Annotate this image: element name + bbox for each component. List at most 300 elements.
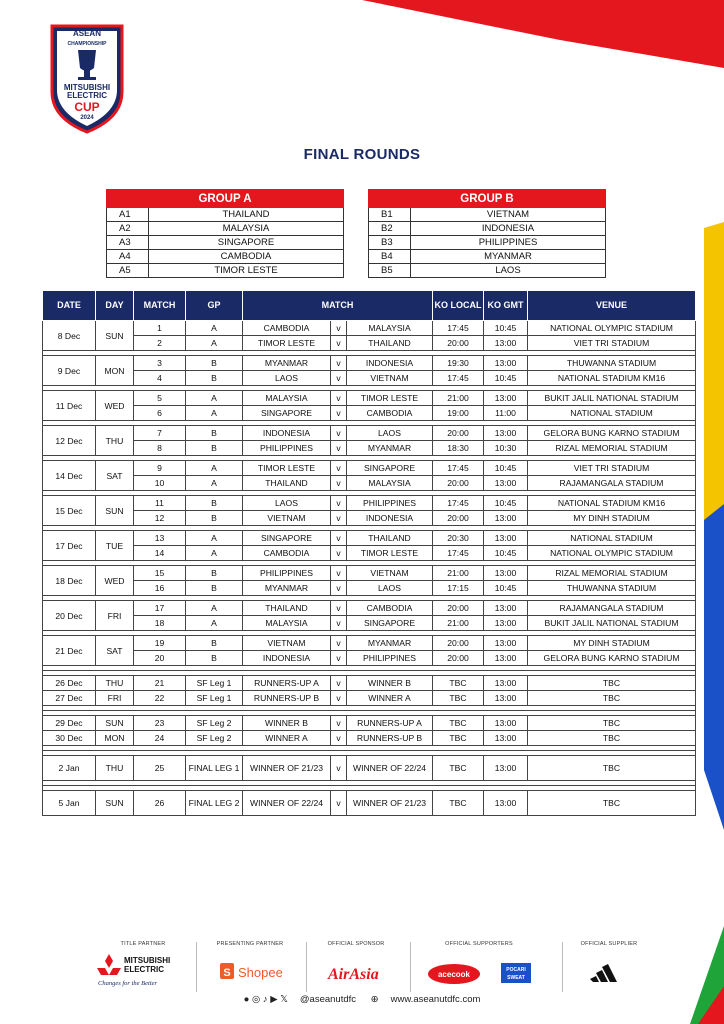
away-team: INDONESIA [347,356,433,371]
vs: v [331,336,347,351]
svg-text:CHAMPIONSHIP: CHAMPIONSHIP [67,41,107,47]
vs: v [331,476,347,491]
group-team: CAMBODIA [149,250,344,264]
venue: THUWANNA STADIUM [528,581,696,596]
match-date: 14 Dec [43,461,96,491]
table-row [43,636,696,651]
match-gp: B [186,581,243,596]
svg-text:2024: 2024 [80,115,94,121]
ko-gmt: 13:00 [484,616,528,631]
away-team: PHILIPPINES [347,651,433,666]
ko-local: TBC [433,676,484,691]
svg-text:ELECTRIC: ELECTRIC [124,965,164,974]
home-team: WINNER A [243,731,331,746]
group-code: A2 [107,222,149,236]
table-row [43,371,696,386]
match-gp: SF Leg 2 [186,731,243,746]
header-match-no: MATCH [134,291,186,321]
venue: TBC [528,756,696,781]
match-no: 6 [134,406,186,421]
away-team: LAOS [347,426,433,441]
table-row [43,511,696,526]
ko-gmt: 10:45 [484,496,528,511]
match-gp: A [186,531,243,546]
home-team: INDONESIA [243,651,331,666]
match-date: 2 Jan [43,756,96,781]
away-team: SINGAPORE [347,616,433,631]
home-team: SINGAPORE [243,531,331,546]
table-row [43,691,696,706]
group-row [107,250,344,264]
header-gp: GP [186,291,243,321]
match-date: 5 Jan [43,791,96,816]
ko-gmt: 13:00 [484,691,528,706]
ko-local: 20:00 [433,476,484,491]
group-row [369,208,606,222]
acecook-logo [426,960,482,986]
away-team: INDONESIA [347,511,433,526]
ko-local: TBC [433,791,484,816]
table-row [43,336,696,351]
group-row [107,264,344,278]
group-team: SINGAPORE [149,236,344,250]
match-gp: B [186,441,243,456]
label-presenting-partner: PRESENTING PARTNER [216,941,284,947]
away-team: MYANMAR [347,441,433,456]
match-no: 16 [134,581,186,596]
ko-local: 17:45 [433,461,484,476]
away-team: MYANMAR [347,636,433,651]
ko-local: TBC [433,716,484,731]
venue: RIZAL MEMORIAL STADIUM [528,441,696,456]
match-date: 30 Dec [43,731,96,746]
ko-local: 20:30 [433,531,484,546]
home-team: VIETNAM [243,636,331,651]
header-ko-gmt: KO GMT [484,291,528,321]
ko-local: 20:00 [433,336,484,351]
venue: NATIONAL OLYMPIC STADIUM [528,546,696,561]
match-no: 25 [134,756,186,781]
away-team: WINNER OF 22/24 [347,756,433,781]
home-team: RUNNERS-UP A [243,676,331,691]
group-row [369,236,606,250]
venue: NATIONAL STADIUM [528,531,696,546]
match-gp: B [186,496,243,511]
vs: v [331,756,347,781]
vs: v [331,791,347,816]
vs: v [331,716,347,731]
away-team: MALAYSIA [347,476,433,491]
svg-text:Changes for the Better: Changes for the Better [98,980,158,987]
ko-local: 18:30 [433,441,484,456]
ko-gmt: 13:00 [484,426,528,441]
group-code: B4 [369,250,411,264]
social-icons: ● ◎ ♪ ▶ 𝕏 [243,994,288,1005]
ko-local: 19:30 [433,356,484,371]
away-team: CAMBODIA [347,406,433,421]
home-team: LAOS [243,496,331,511]
ko-local: 20:00 [433,636,484,651]
away-team: THAILAND [347,336,433,351]
away-team: TIMOR LESTE [347,391,433,406]
table-row [43,756,696,781]
group-code: A4 [107,250,149,264]
venue: NATIONAL OLYMPIC STADIUM [528,321,696,336]
ko-gmt: 11:00 [484,406,528,421]
table-row [43,731,696,746]
match-day: SUN [96,791,134,816]
away-team: PHILIPPINES [347,496,433,511]
venue: TBC [528,676,696,691]
home-team: RUNNERS-UP B [243,691,331,706]
table-row [43,406,696,421]
ko-gmt: 13:00 [484,636,528,651]
away-team: VIETNAM [347,371,433,386]
mitsubishi-electric-logo [96,952,182,990]
match-day: SUN [96,496,134,526]
ko-local: 21:00 [433,391,484,406]
group-team: INDONESIA [411,222,606,236]
match-gp: A [186,321,243,336]
match-no: 22 [134,691,186,706]
table-row [43,356,696,371]
svg-text:MITSUBISHI: MITSUBISHI [63,83,111,92]
table-row [43,461,696,476]
venue: GELORA BUNG KARNO STADIUM [528,426,696,441]
ko-gmt: 13:00 [484,756,528,781]
header-date: DATE [43,291,96,321]
svg-text:acecook: acecook [437,970,471,979]
home-team: TIMOR LESTE [243,336,331,351]
match-gp: A [186,616,243,631]
match-no: 17 [134,601,186,616]
ko-local: 17:45 [433,371,484,386]
ko-local: TBC [433,691,484,706]
home-team: LAOS [243,371,331,386]
group-team: PHILIPPINES [411,236,606,250]
match-gp: B [186,636,243,651]
away-team: VIETNAM [347,566,433,581]
match-no: 24 [134,731,186,746]
header-fixture: MATCH [243,291,433,321]
adidas-logo [590,962,624,984]
match-no: 2 [134,336,186,351]
svg-text:MITSUBISHI: MITSUBISHI [124,956,171,965]
vs: v [331,531,347,546]
table-row [43,531,696,546]
match-gp: A [186,391,243,406]
vs: v [331,371,347,386]
venue: TBC [528,731,696,746]
away-team: THAILAND [347,531,433,546]
match-gp: B [186,566,243,581]
table-row [43,651,696,666]
ko-gmt: 13:00 [484,716,528,731]
ko-gmt: 13:00 [484,391,528,406]
match-no: 20 [134,651,186,666]
venue: BUKIT JALIL NATIONAL STADIUM [528,616,696,631]
table-row [43,426,696,441]
match-date: 8 Dec [43,321,96,351]
match-no: 9 [134,461,186,476]
match-date: 21 Dec [43,636,96,666]
venue: TBC [528,716,696,731]
group-code: B5 [369,264,411,278]
home-team: THAILAND [243,601,331,616]
match-gp: B [186,651,243,666]
group-code: B3 [369,236,411,250]
match-no: 1 [134,321,186,336]
vs: v [331,691,347,706]
match-no: 13 [134,531,186,546]
match-no: 11 [134,496,186,511]
match-no: 8 [134,441,186,456]
group-a-title: GROUP A [107,190,344,208]
match-gp: A [186,476,243,491]
group-b-title: GROUP B [369,190,606,208]
table-row [43,391,696,406]
label-official-supplier: OFFICIAL SUPPLIER [580,941,638,947]
ko-gmt: 10:45 [484,461,528,476]
match-no: 7 [134,426,186,441]
group-code: A5 [107,264,149,278]
vs: v [331,651,347,666]
match-day: THU [96,676,134,691]
svg-text:ASEAN: ASEAN [72,29,102,38]
ko-gmt: 13:00 [484,356,528,371]
home-team: SINGAPORE [243,406,331,421]
home-team: PHILIPPINES [243,441,331,456]
ko-local: 17:45 [433,496,484,511]
divider [306,942,307,992]
match-day: SUN [96,716,134,731]
venue: TBC [528,791,696,816]
match-no: 12 [134,511,186,526]
vs: v [331,601,347,616]
ko-gmt: 13:00 [484,651,528,666]
venue: RIZAL MEMORIAL STADIUM [528,566,696,581]
away-team: WINNER A [347,691,433,706]
ko-local: 20:00 [433,511,484,526]
header-day: DAY [96,291,134,321]
match-day: WED [96,566,134,596]
venue: VIET TRI STADIUM [528,336,696,351]
home-team: WINNER OF 21/23 [243,756,331,781]
match-gp: B [186,356,243,371]
ko-gmt: 13:00 [484,676,528,691]
away-team: WINNER OF 21/23 [347,791,433,816]
match-no: 19 [134,636,186,651]
group-team: VIETNAM [411,208,606,222]
vs: v [331,426,347,441]
group-team: LAOS [411,264,606,278]
website-link[interactable]: www.aseanutdfc.com [390,994,481,1005]
match-date: 26 Dec [43,676,96,691]
globe-icon: ⊕ [370,994,379,1005]
match-day: MON [96,731,134,746]
svg-text:Shopee: Shopee [238,965,283,980]
venue: NATIONAL STADIUM KM16 [528,496,696,511]
svg-text:SWEAT: SWEAT [507,975,525,981]
match-date: 29 Dec [43,716,96,731]
match-date: 27 Dec [43,691,96,706]
home-team: WINNER OF 22/24 [243,791,331,816]
asean-cup-logo [48,22,126,134]
venue: GELORA BUNG KARNO STADIUM [528,651,696,666]
table-row [43,566,696,581]
match-no: 5 [134,391,186,406]
vs: v [331,566,347,581]
match-gp: FINAL LEG 2 [186,791,243,816]
match-day: MON [96,356,134,386]
match-date: 20 Dec [43,601,96,631]
group-code: B2 [369,222,411,236]
ko-gmt: 10:45 [484,581,528,596]
vs: v [331,461,347,476]
header-venue: VENUE [528,291,696,321]
table-row [43,581,696,596]
ko-local: TBC [433,731,484,746]
away-team: RUNNERS-UP B [347,731,433,746]
divider [196,942,197,992]
match-no: 15 [134,566,186,581]
ko-gmt: 13:00 [484,791,528,816]
ko-gmt: 13:00 [484,531,528,546]
match-no: 26 [134,791,186,816]
footer [0,994,724,1005]
match-gp: B [186,511,243,526]
ko-gmt: 10:45 [484,321,528,336]
table-row [43,546,696,561]
match-date: 11 Dec [43,391,96,421]
home-team: MALAYSIA [243,616,331,631]
away-team: SINGAPORE [347,461,433,476]
divider [410,942,411,992]
venue: BUKIT JALIL NATIONAL STADIUM [528,391,696,406]
match-gp: A [186,601,243,616]
match-no: 4 [134,371,186,386]
ko-local: 20:00 [433,426,484,441]
group-row [369,250,606,264]
ko-gmt: 10:45 [484,371,528,386]
home-team: MALAYSIA [243,391,331,406]
vs: v [331,616,347,631]
shopee-logo [218,960,288,984]
match-day: SAT [96,461,134,491]
svg-text:ELECTRIC: ELECTRIC [67,91,107,100]
match-day: THU [96,426,134,456]
group-row [369,222,606,236]
home-team: THAILAND [243,476,331,491]
svg-text:AirAsia: AirAsia [328,966,379,983]
match-date: 15 Dec [43,496,96,526]
match-day: FRI [96,691,134,706]
table-row [43,601,696,616]
group-row [369,264,606,278]
social-handle[interactable]: @aseanutdfc [299,994,357,1005]
vs: v [331,496,347,511]
vs: v [331,546,347,561]
match-no: 18 [134,616,186,631]
match-gp: A [186,461,243,476]
venue: RAJAMANGALA STADIUM [528,601,696,616]
match-no: 10 [134,476,186,491]
match-no: 3 [134,356,186,371]
match-date: 12 Dec [43,426,96,456]
ko-local: 21:00 [433,566,484,581]
ko-local: 20:00 [433,601,484,616]
away-team: RUNNERS-UP A [347,716,433,731]
group-row [107,208,344,222]
header-ko-local: KO LOCAL [433,291,484,321]
away-team: MALAYSIA [347,321,433,336]
divider [562,942,563,992]
match-gp: SF Leg 1 [186,691,243,706]
match-day: SAT [96,636,134,666]
ko-local: 20:00 [433,651,484,666]
group-code: A1 [107,208,149,222]
home-team: PHILIPPINES [243,566,331,581]
venue: VIET TRI STADIUM [528,461,696,476]
vs: v [331,731,347,746]
venue: THUWANNA STADIUM [528,356,696,371]
ko-gmt: 13:00 [484,601,528,616]
svg-text:CUP: CUP [74,100,100,114]
schedule-header-row [43,291,696,321]
airasia-logo [326,958,388,986]
vs: v [331,581,347,596]
table-row [43,716,696,731]
ko-local: 17:45 [433,546,484,561]
ko-gmt: 13:00 [484,336,528,351]
match-no: 14 [134,546,186,561]
vs: v [331,441,347,456]
label-official-sponsor: OFFICIAL SPONSOR [327,941,385,947]
match-gp: B [186,426,243,441]
pocari-sweat-logo [500,962,532,984]
group-code: B1 [369,208,411,222]
ko-local: TBC [433,756,484,781]
venue: TBC [528,691,696,706]
match-day: THU [96,756,134,781]
schedule-table [42,290,696,816]
home-team: CAMBODIA [243,321,331,336]
venue: NATIONAL STADIUM [528,406,696,421]
match-gp: FINAL LEG 1 [186,756,243,781]
ko-gmt: 13:00 [484,566,528,581]
svg-text:S: S [223,967,231,979]
group-b-table [368,189,606,278]
match-gp: B [186,371,243,386]
vs: v [331,406,347,421]
match-day: SUN [96,321,134,351]
table-row [43,476,696,491]
venue: MY DINH STADIUM [528,636,696,651]
ko-local: 17:15 [433,581,484,596]
page-title: FINAL ROUNDS [303,146,421,163]
ko-gmt: 10:45 [484,546,528,561]
match-date: 17 Dec [43,531,96,561]
table-row [43,441,696,456]
match-gp: SF Leg 1 [186,676,243,691]
red-stripe-top [362,0,724,68]
home-team: VIETNAM [243,511,331,526]
group-team: MYANMAR [411,250,606,264]
table-row [43,791,696,816]
home-team: MYANMAR [243,581,331,596]
ko-gmt: 13:00 [484,476,528,491]
group-row [107,236,344,250]
